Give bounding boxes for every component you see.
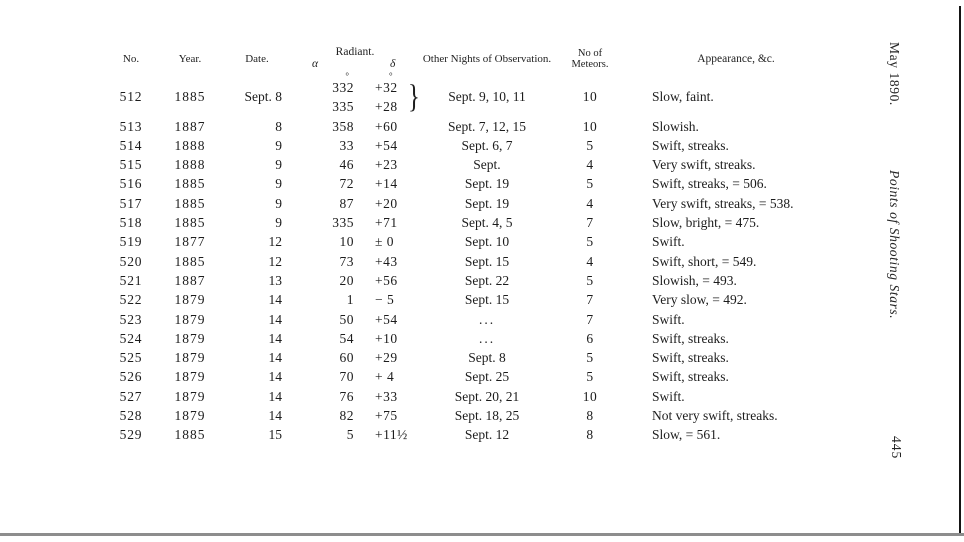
table-row [110,348,856,367]
row-radiant-alpha: 70 [339,369,354,385]
row-radiant-delta: +10 [375,330,398,346]
row-appearance: Very slow, = 492. [652,292,747,308]
row-no: 525 [119,350,143,366]
row-radiant-delta: +75 [375,408,398,424]
row-date: 9 [275,176,282,192]
table-row [110,425,856,444]
table-row [110,252,856,271]
row-appearance: Very swift, streaks. [652,157,756,173]
header-delta-symbol: δ [390,58,396,70]
row-radiant-delta: +29 [375,350,398,366]
row-date: 9 [275,137,282,153]
row-radiant-alpha: 33 [339,137,354,153]
row-meteor-count: 5 [586,369,594,385]
row-no: 521 [119,272,143,288]
row-date: 14 [268,311,282,327]
row-other-nights: ... [478,330,496,346]
row-year: 1887 [174,272,206,288]
row-radiant-alpha: 87 [339,195,354,211]
row-other-nights: Sept. 7, 12, 15 [447,118,526,134]
row-appearance: Slow, faint. [652,89,714,104]
row-meteor-count: 8 [586,427,594,443]
degree-mark: ° [345,71,349,81]
row-no: 529 [119,427,143,443]
row-radiant-delta: +43 [375,253,398,269]
row-other-nights: Sept. 19 [464,176,510,192]
row-appearance: Swift, streaks. [652,137,729,153]
table-row [110,155,856,174]
table-header [110,46,856,72]
row-no: 524 [119,330,143,346]
row-other-nights: Sept. 25 [464,369,510,385]
row-date: 12 [268,253,282,269]
table-row [110,174,856,193]
row-other-nights: Sept. 22 [464,272,510,288]
row-appearance: Slowish. [652,118,699,134]
grouping-brace: } [408,79,421,115]
row-radiant-delta: +54 [375,137,398,153]
row-other-nights: Sept. 15 [464,292,510,308]
row-radiant-alpha: 76 [339,388,354,404]
table-row [110,71,856,117]
row-radiant-alpha: 20 [339,272,354,288]
bottom-rule-line [0,533,964,536]
row-meteor-count: 7 [586,292,594,308]
row-radiant-alpha: 1 [346,292,354,308]
row-other-nights: Sept. 12 [464,427,510,443]
row-date: 9 [275,215,282,231]
table-row [110,232,856,251]
right-rule-line [959,6,961,535]
degree-mark: ° [389,71,393,81]
row-appearance: Swift, streaks. [652,350,729,366]
row-meteor-count: 5 [586,272,594,288]
row-radiant-delta: +56 [375,272,398,288]
row-date: 12 [268,234,282,250]
row-radiant-delta: +11½ [375,427,408,443]
row-year: 1885 [174,89,206,104]
table-row [110,329,856,348]
row-year: 1885 [174,427,206,443]
row-radiant-delta: +32 ° +28 } [375,71,421,115]
row-radiant-delta: +54 [375,311,398,327]
row-date: 14 [268,330,282,346]
row-year: 1888 [174,157,206,173]
row-year: 1879 [174,369,206,385]
row-radiant-delta: − 5 [375,292,395,308]
row-year: 1887 [174,118,206,134]
row-meteor-count: 5 [586,350,594,366]
header-meteors-line2: Meteors. [571,59,609,70]
row-radiant-delta: +71 [375,215,398,231]
row-radiant-alpha: 10 [339,234,354,250]
header-meteors-line1: No of [577,48,603,59]
row-radiant-alpha: 46 [339,157,354,173]
row-year: 1879 [174,292,206,308]
header-year: Year. [178,53,202,65]
header-radiant-label: Radiant. [335,46,375,58]
row-radiant-delta: +23 [375,157,398,173]
row-appearance: Swift, streaks. [652,330,729,346]
row-appearance: Swift. [652,388,685,404]
row-date: 14 [268,350,282,366]
row-date: 14 [268,369,282,385]
row-no: 518 [119,215,143,231]
row-meteor-count: 5 [586,234,594,250]
row-meteor-count: 10 [582,388,598,404]
row-radiant-delta: +60 [375,118,398,134]
row-no: 528 [119,408,143,424]
row-other-nights: Sept. 20, 21 [454,388,520,404]
row-radiant-alpha: 60 [339,350,354,366]
row-radiant-delta: + 4 [375,369,395,385]
row-year: 1885 [174,253,206,269]
row-date: Sept. 8 [244,89,282,104]
row-no: 526 [119,369,143,385]
row-other-nights: Sept. 6, 7 [461,137,513,153]
row-other-nights: Sept. 18, 25 [454,408,520,424]
row-year: 1885 [174,176,206,192]
table-row [110,136,856,155]
row-no: 514 [119,137,143,153]
row-date: 15 [268,427,282,443]
row-other-nights: ... [478,311,496,327]
row-no: 527 [119,388,143,404]
row-radiant-alpha: 358 [332,118,354,134]
row-radiant-alpha: 5 [346,427,354,443]
table-row [110,213,856,232]
row-meteor-count: 5 [586,176,594,192]
row-other-nights: Sept. 8 [468,350,506,366]
row-date: 8 [275,118,282,134]
row-meteor-count: 5 [586,137,594,153]
row-other-nights: Sept. 19 [464,195,510,211]
row-appearance: Not very swift, streaks. [652,408,778,424]
row-radiant-alpha: 72 [339,176,354,192]
row-year: 1879 [174,388,206,404]
row-meteor-count: 4 [586,157,594,173]
row-date: 9 [275,157,282,173]
row-date: 13 [268,272,282,288]
row-date: 14 [268,408,282,424]
table-row [110,406,856,425]
row-radiant-alpha: 332 ° 335 [332,71,354,115]
table-row [110,290,856,309]
header-meteors [564,46,616,72]
row-radiant-delta: +14 [375,176,398,192]
row-appearance: Slowish, = 493. [652,272,737,288]
row-radiant-alpha: 54 [339,330,354,346]
row-appearance: Very swift, streaks, = 538. [652,195,794,211]
row-year: 1879 [174,311,206,327]
row-year: 1879 [174,408,206,424]
row-other-nights: Sept. 10 [464,234,510,250]
row-meteor-count: 10 [582,118,598,134]
row-radiant-alpha: 50 [339,311,354,327]
row-appearance: Slow, bright, = 475. [652,215,760,231]
header-alpha-symbol: α [312,58,319,70]
row-no: 513 [119,118,143,134]
row-meteor-count: 7 [586,311,594,327]
row-other-nights: Sept. 15 [464,253,510,269]
row-no: 523 [119,311,143,327]
row-meteor-count: 6 [586,330,594,346]
row-no: 517 [119,195,143,211]
row-appearance: Swift. [652,311,685,327]
header-no: No. [122,53,140,65]
row-no: 515 [119,157,143,173]
row-date: 14 [268,388,282,404]
row-no: 522 [119,292,143,308]
row-radiant-alpha: 335 [332,215,354,231]
row-meteor-count: 10 [582,89,598,104]
row-appearance: Swift, streaks, = 506. [652,176,767,192]
row-date: 14 [268,292,282,308]
margin-page-number: 445 [889,436,904,460]
row-year: 1885 [174,195,206,211]
row-radiant-delta: ± 0 [375,234,395,250]
row-meteor-count: 7 [586,215,594,231]
header-radiant [286,46,410,72]
row-appearance: Swift. [652,234,685,250]
header-appearance: Appearance, &c. [697,53,775,65]
row-no: 516 [119,176,143,192]
row-year: 1885 [174,215,206,231]
row-no: 520 [119,253,143,269]
table-row [110,387,856,406]
margin-issue-date: May 1890. [887,42,902,106]
row-year: 1879 [174,330,206,346]
table-row [110,271,856,290]
table-row [110,117,856,136]
row-appearance: Swift, short, = 549. [652,253,757,269]
table-row [110,194,856,213]
row-no: 519 [119,234,143,250]
header-nights: Other Nights of Observation. [422,53,552,65]
table-row [110,367,856,386]
header-date: Date. [245,53,269,65]
row-other-nights: Sept. 9, 10, 11 [448,89,526,104]
row-radiant-delta: +20 [375,195,398,211]
row-radiant-delta: +33 [375,388,398,404]
margin-running-title: Points of Shooting Stars. [887,170,902,320]
row-meteor-count: 4 [586,253,594,269]
row-year: 1877 [174,234,206,250]
row-other-nights: Sept. 4, 5 [461,215,513,231]
row-meteor-count: 4 [586,195,594,211]
row-appearance: Swift, streaks. [652,369,729,385]
row-year: 1879 [174,350,206,366]
table-row [110,310,856,329]
row-no: 512 [119,89,143,104]
row-year: 1888 [174,137,206,153]
row-radiant-alpha: 73 [339,253,354,269]
row-other-nights: Sept. [473,157,501,173]
row-appearance: Slow, = 561. [652,427,721,443]
table-rows [110,71,856,445]
row-meteor-count: 8 [586,408,594,424]
row-date: 9 [275,195,282,211]
row-radiant-alpha: 82 [339,408,354,424]
